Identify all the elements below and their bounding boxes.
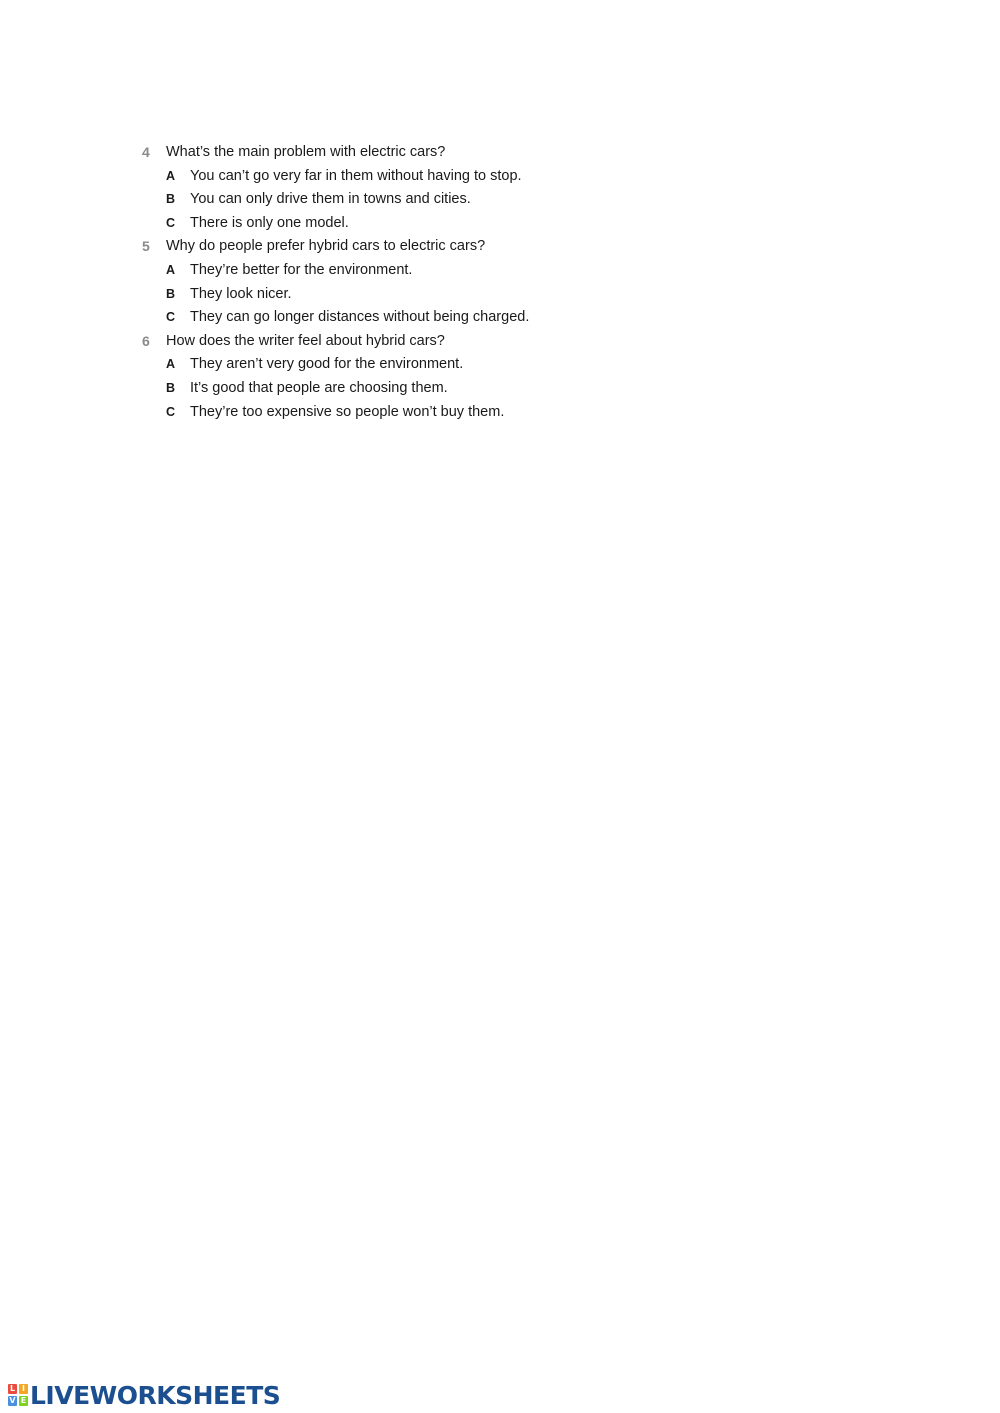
question-text: How does the writer feel about hybrid cars? <box>166 332 445 349</box>
answer-option[interactable] <box>0 259 1000 283</box>
question-text: Why do people prefer hybrid cars to electric cars? <box>166 238 486 255</box>
option-letter: B <box>166 286 176 301</box>
question-6 <box>0 330 1000 424</box>
answer-option[interactable] <box>0 306 1000 330</box>
option-letter: C <box>166 404 176 419</box>
answer-option[interactable] <box>0 283 1000 307</box>
question-number: 5 <box>142 238 150 255</box>
answer-option[interactable] <box>0 165 1000 189</box>
option-letter: C <box>166 215 176 230</box>
question-row <box>0 330 1000 354</box>
option-text: They can go longer distances without being charged. <box>190 309 530 326</box>
logo-text: LIVEWORKSHEETS <box>30 1380 281 1410</box>
option-text: They look nicer. <box>190 285 292 302</box>
option-letter: C <box>166 310 176 325</box>
logo-block: E <box>20 1396 27 1405</box>
answer-option[interactable] <box>0 353 1000 377</box>
option-text: It’s good that people are choosing them. <box>190 379 448 396</box>
question-5 <box>0 235 1000 329</box>
option-text: They’re better for the environment. <box>190 261 413 278</box>
logo-block: I <box>19 1384 28 1394</box>
question-list <box>0 141 1000 424</box>
question-number: 4 <box>142 144 150 160</box>
question-row <box>0 235 1000 259</box>
option-letter: A <box>166 357 176 372</box>
logo-block: V <box>9 1396 16 1405</box>
logo-blocks-icon <box>8 1384 28 1406</box>
answer-option[interactable] <box>0 212 1000 236</box>
question-number: 6 <box>142 332 150 349</box>
option-text: You can’t go very far in them without having to stop. <box>190 167 522 184</box>
option-letter: A <box>166 262 176 277</box>
option-text: They aren’t very good for the environment. <box>190 356 464 373</box>
logo-block: L <box>9 1384 16 1393</box>
option-letter: A <box>166 168 176 183</box>
option-text: There is only one model. <box>190 214 349 231</box>
option-text: They’re too expensive so people won’t buy them. <box>190 403 505 420</box>
question-row <box>0 141 1000 165</box>
option-letter: B <box>166 192 176 207</box>
option-letter: B <box>166 380 176 395</box>
answer-option[interactable] <box>0 188 1000 212</box>
liveworksheets-logo <box>8 1380 280 1410</box>
question-4 <box>0 141 1000 235</box>
question-text: What’s the main problem with electric cars? <box>166 144 446 160</box>
option-text: You can only drive them in towns and cities. <box>190 191 471 208</box>
answer-option[interactable] <box>0 377 1000 401</box>
answer-option[interactable] <box>0 401 1000 425</box>
